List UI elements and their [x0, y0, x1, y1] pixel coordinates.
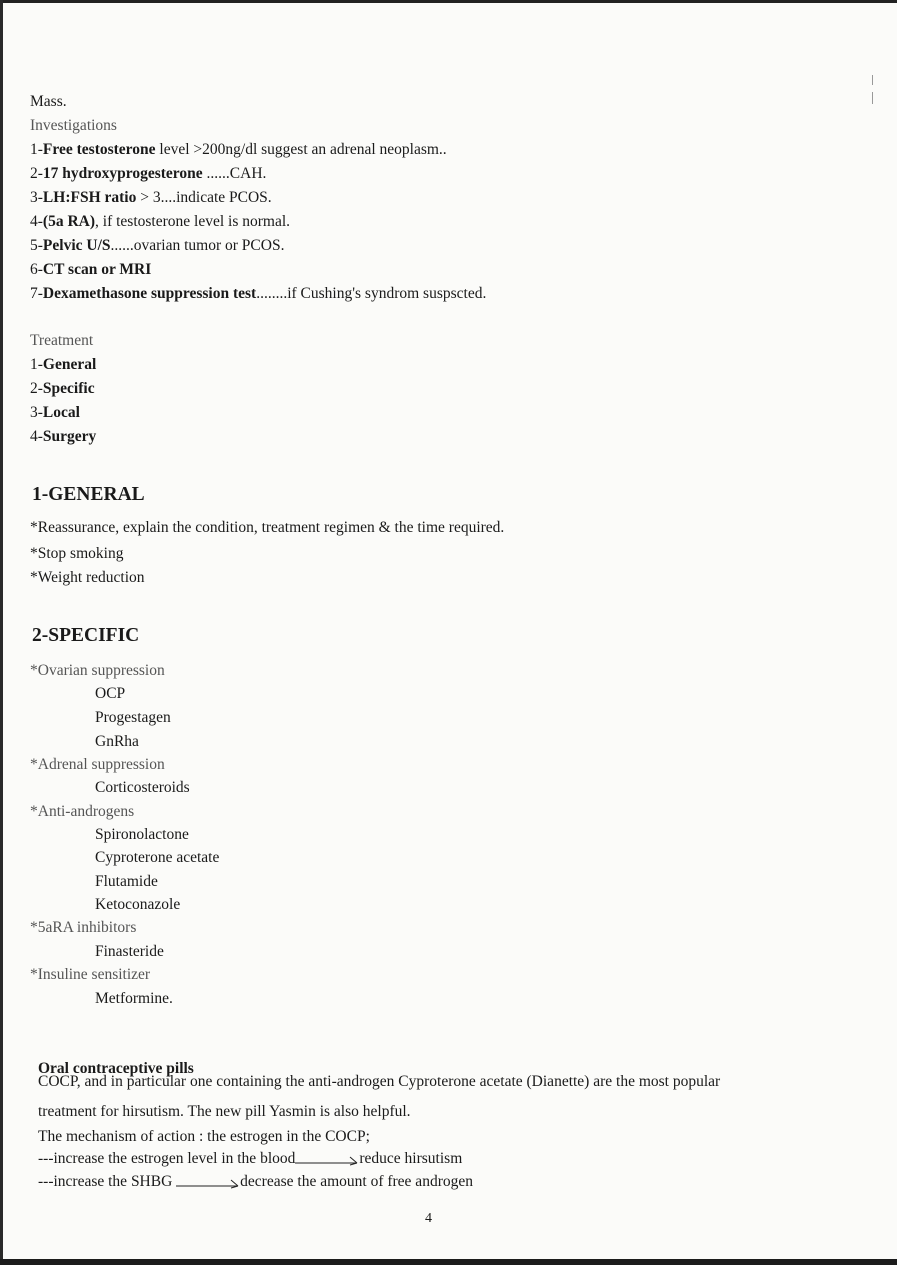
- specific-group-label: *Ovarian suppression: [30, 662, 165, 679]
- investigation-item: 1-Free testosterone level >200ng/dl suggest an adrenal neoplasm..: [30, 141, 447, 158]
- investigation-item: 3-LH:FSH ratio > 3....indicate PCOS.: [30, 189, 272, 206]
- general-item: *Weight reduction: [30, 569, 145, 586]
- ocp-effect: ---increase the SHBG decrease the amount of free androgen: [38, 1173, 473, 1190]
- specific-group-label: *Anti-androgens: [30, 803, 135, 820]
- top-text: Mass.: [30, 93, 67, 110]
- ocp-paragraph-line: COCP, and in particular one containing the anti-androgen Cyproterone acetate (Dianette) are the most popular: [38, 1073, 721, 1090]
- specific-drug: Finasteride: [95, 943, 164, 960]
- specific-drug: OCP: [95, 685, 126, 702]
- specific-drug: Spironolactone: [95, 826, 189, 843]
- general-item: *Reassurance, explain the condition, treatment regimen & the time required.: [30, 519, 505, 536]
- treatment-heading: Treatment: [30, 332, 94, 349]
- specific-group-label: *5aRA inhibitors: [30, 919, 137, 936]
- scan-edge-top: [0, 0, 897, 3]
- scan-mark: [872, 75, 873, 85]
- page-number: 4: [425, 1211, 432, 1226]
- specific-heading: 2-SPECIFIC: [32, 625, 140, 646]
- arrow-right-icon: [176, 1175, 240, 1189]
- ocp-mechanism: The mechanism of action : the estrogen in the COCP;: [38, 1128, 370, 1145]
- specific-drug: Metformine.: [95, 990, 173, 1007]
- investigation-item: 4-(5a RA), if testosterone level is normal.: [30, 213, 291, 230]
- specific-drug: GnRha: [95, 733, 139, 750]
- investigation-item: 7-Dexamethasone suppression test........if Cushing's syndrom suspscted.: [30, 285, 487, 302]
- specific-drug: Ketoconazole: [95, 896, 181, 913]
- scan-edge-bottom: [0, 1259, 897, 1265]
- specific-group-label: *Adrenal suppression: [30, 756, 165, 773]
- specific-drug: Flutamide: [95, 873, 158, 890]
- investigations-heading: Investigations: [30, 117, 117, 134]
- treatment-item: 1-General: [30, 356, 97, 373]
- investigation-item: 6-CT scan or MRI: [30, 261, 152, 278]
- investigation-item: 5-Pelvic U/S......ovarian tumor or PCOS.: [30, 237, 285, 254]
- specific-drug: Cyproterone acetate: [95, 849, 220, 866]
- specific-group-label: *Insuline sensitizer: [30, 966, 151, 983]
- ocp-paragraph-line: treatment for hirsutism. The new pill Yasmin is also helpful.: [38, 1103, 411, 1120]
- treatment-item: 3-Local: [30, 404, 80, 421]
- general-heading: 1-GENERAL: [32, 484, 145, 505]
- ocp-heading: Oral contraceptive pills: [38, 1060, 194, 1077]
- scan-edge-left: [0, 0, 3, 1265]
- general-item: *Stop smoking: [30, 545, 124, 562]
- treatment-item: 2-Specific: [30, 380, 95, 397]
- arrow-right-icon: [295, 1152, 359, 1166]
- specific-drug: Corticosteroids: [95, 779, 190, 796]
- ocp-effect: ---increase the estrogen level in the blood reduce hirsutism: [38, 1150, 463, 1167]
- treatment-item: 4-Surgery: [30, 428, 97, 445]
- scan-mark: [872, 92, 873, 104]
- investigation-item: 2-17 hydroxyprogesterone ......CAH.: [30, 165, 267, 182]
- specific-drug: Progestagen: [95, 709, 171, 726]
